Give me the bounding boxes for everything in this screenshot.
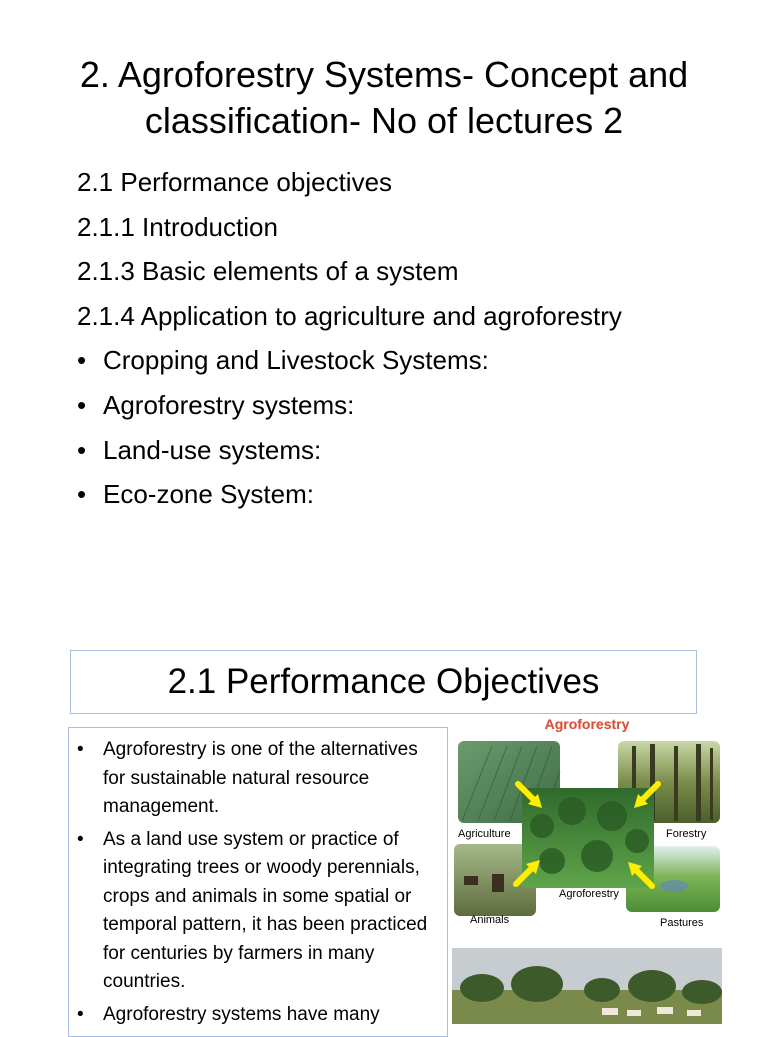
outline-bullet-item: • Land-use systems:: [77, 428, 757, 473]
label-animals: Animals: [470, 914, 510, 926]
outline-item: 2.1 Performance objectives: [77, 167, 393, 197]
objectives-list: [69, 728, 447, 1029]
label-agroforestry: Agroforestry: [559, 888, 619, 900]
slide-1-title: 2. Agroforestry Systems- Concept and classification- No of lectures 2: [79, 54, 689, 141]
outline-bullet-item: • Cropping and Livestock Systems:: [77, 338, 757, 383]
slide-2-title: 2.1 Performance Objectives: [167, 662, 600, 701]
objective-bullet: • Agroforestry systems have many: [103, 1001, 437, 1030]
outline-item: 2.1.4 Application to agriculture and agroforestry: [77, 300, 622, 331]
outline-item: 2.1.1 Introduction: [77, 211, 278, 242]
slide-1-outline: [77, 160, 757, 517]
field-photo-image: [452, 948, 722, 1024]
label-forestry: Forestry: [666, 828, 707, 840]
agroforestry-diagram-image: [452, 716, 722, 938]
agroforestry-diagram: [452, 716, 722, 938]
outline-item: 2.1.3 Basic elements of a system: [77, 256, 459, 287]
field-photo: [452, 948, 722, 1024]
label-pastures: Pastures: [660, 917, 704, 929]
outline-bullet-item: • Agroforestry systems:: [77, 383, 757, 428]
diagram-title: Agroforestry: [544, 716, 630, 732]
objective-bullet: • Agroforestry is one of the alternatives for sustainable natural resource management.: [103, 736, 437, 822]
slide-2-text-box: [68, 727, 448, 1037]
objective-bullet: • As a land use system or practice of integrating trees or woody perennials, crops and animals in some spatial or temporal pattern, it has been practiced for centuries by farmers in many countries.: [103, 826, 437, 997]
slide-2-title-box: [70, 650, 697, 714]
label-agriculture: Agriculture: [458, 828, 511, 840]
outline-bullet-item: • Eco-zone System:: [77, 472, 757, 517]
